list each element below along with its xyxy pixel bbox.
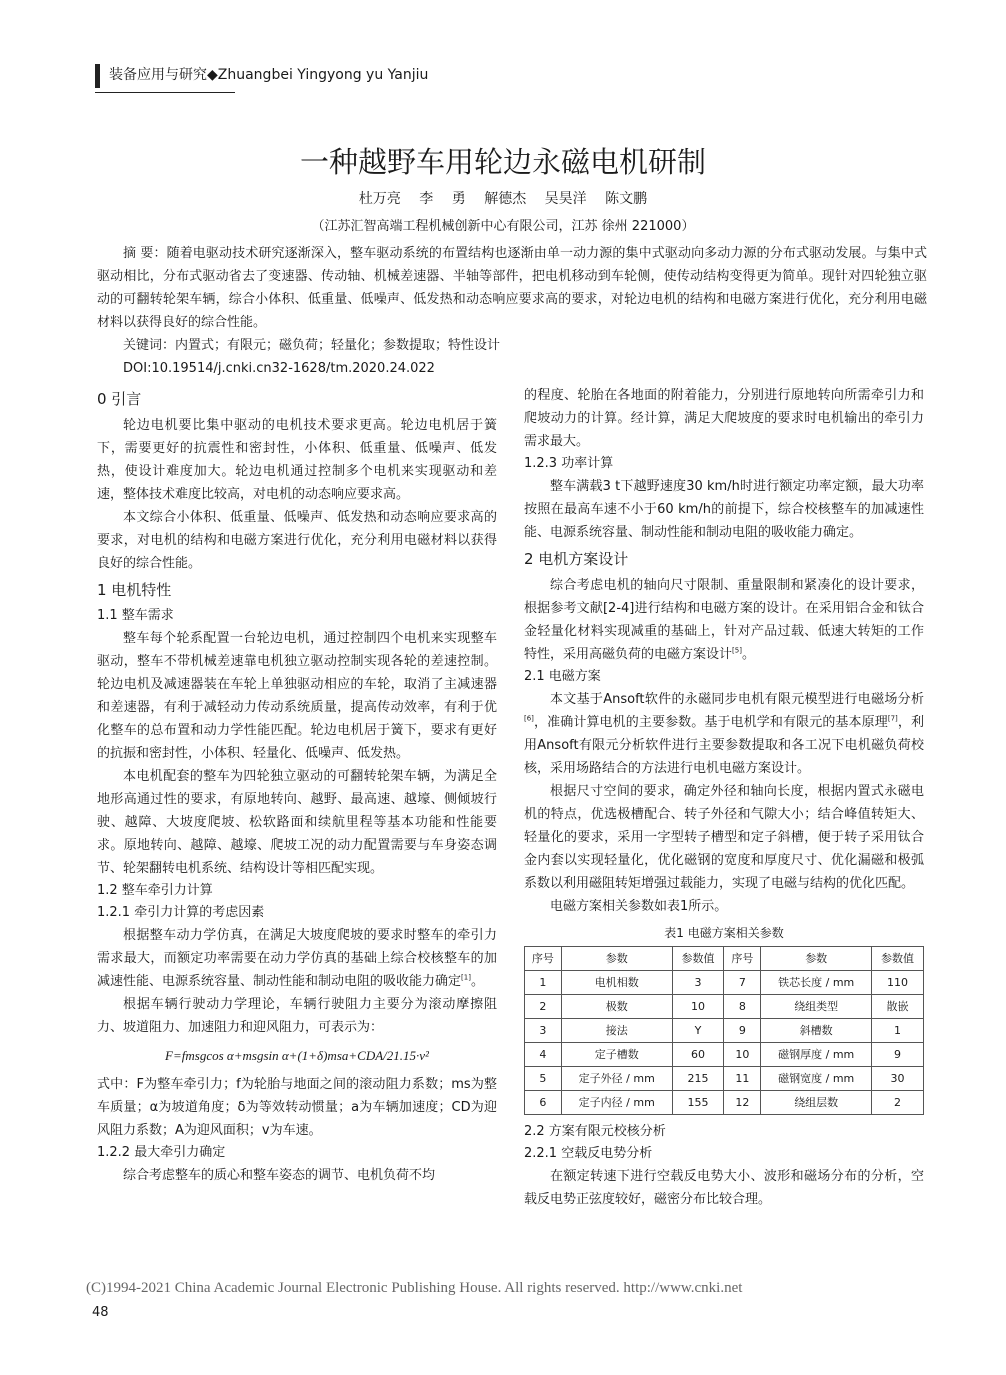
paragraph: 本文综合小体积、低重量、低噪声、低发热和动态响应要求高的要求，对电机的结构和电磁方案进行优化，充分利用电磁材料以获得良好的综合性能。	[97, 510, 497, 571]
table-cell: 4	[525, 1043, 562, 1067]
paper-title: 一种越野车用轮边永磁电机研制	[299, 145, 706, 179]
paragraph: 的程度、轮胎在各地面的附着能力，分别进行原地转向所需牵引力和爬坡动力的计算。经计算，满足大爬坡度的要求时电机输出的牵引力需求最大。	[524, 388, 924, 449]
paragraph-text: 根据整车动力学仿真，在满足大坡度爬坡的要求时整车的牵引力需求最大，而额定功率需要在动力学仿真的基础上综合校核整车的加减速性能、电源系统容量、制动性能和制动电阻的吸收能力确定	[97, 928, 497, 989]
citation: [7]	[887, 714, 898, 723]
subsection-heading: 1.1 整车需求	[97, 608, 174, 623]
table-cell: 定子内径 / mm	[561, 1091, 672, 1115]
subsection-heading: 2.2 方案有限元校核分析	[524, 1124, 666, 1139]
doi: DOI:10.19514/j.cnki.cn32-1628/tm.2020.24.022	[123, 361, 435, 376]
table-cell: 定子槽数	[561, 1043, 672, 1067]
right-column	[524, 384, 924, 1211]
paragraph-text: 综合考虑电机的轴向尺寸限制、重量限制和紧凑化的设计要求，根据参考文献[2-4]进行结构和电磁方案的设计。在采用铝合金和钛合金轻量化材料实现减重的基础上，针对产品过载、低速大转矩的工作特性，采用高磁负荷的电磁方案设计	[524, 578, 924, 662]
table-cell: 10	[724, 1043, 761, 1067]
table-cell: 1	[872, 1019, 924, 1043]
paragraph: 在额定转速下进行空载反电势大小、波形和磁场分布的分析，空载反电势正弦度较好，磁密分布比较合理。	[524, 1169, 924, 1207]
section-heading: 2 电机方案设计	[524, 550, 629, 568]
table-cell: 8	[724, 995, 761, 1019]
paragraph: 轮边电机要比集中驱动的电机技术要求更高。轮边电机居于簧下，需要更好的抗震性和密封性，小体积、低重量、低噪声、低发热，使设计难度加大。轮边电机通过控制多个电机来实现驱动和差速，整体技术难度比较高，对电机的动态响应要求高。	[97, 418, 497, 502]
table-cell: 绕组层数	[761, 1091, 872, 1115]
table-cell: 电机相数	[561, 971, 672, 995]
table-caption: 表1 电磁方案相关参数	[664, 926, 784, 940]
table-cell: 9	[872, 1043, 924, 1067]
table-row	[525, 1091, 924, 1115]
paragraph-text: 。	[470, 974, 484, 989]
subsubsection-heading: 1.2.3 功率计算	[524, 456, 614, 471]
subsubsection-heading: 1.2.2 最大牵引力确定	[97, 1145, 226, 1160]
table-cell: 10	[672, 995, 724, 1019]
table-row	[525, 1019, 924, 1043]
table-cell: 3	[525, 1019, 562, 1043]
table-cell: 60	[672, 1043, 724, 1067]
table-cell: 定子外径 / mm	[561, 1067, 672, 1091]
table-cell: 斜槽数	[761, 1019, 872, 1043]
table-header-cell: 参数	[761, 947, 872, 971]
table-cell: 110	[872, 971, 924, 995]
table-cell: 散嵌	[872, 995, 924, 1019]
paragraph: 综合考虑整车的质心和整车姿态的调节、电机负荷不均	[123, 1168, 436, 1183]
abstract	[97, 242, 927, 380]
table-header-cell: 参数	[561, 947, 672, 971]
table-cell: 12	[724, 1091, 761, 1115]
table-cell: 2	[872, 1091, 924, 1115]
header-rule	[95, 92, 235, 93]
authors: 杜万亮 李 勇 解德杰 吴昊洋 陈文鹏	[358, 191, 648, 207]
paragraph-text: ，利用Ansoft有限元分析软件进行主要参数提取和各工况下电机磁负荷校核，采用场路结合的方法进行电机电磁方案设计。	[524, 715, 924, 776]
subsubsection-heading: 1.2.1 牵引力计算的考虑因素	[97, 905, 265, 920]
table-cell: 6	[525, 1091, 562, 1115]
subsection-heading: 1.2 整车牵引力计算	[97, 883, 213, 898]
table-cell: Y	[672, 1019, 724, 1043]
table-cell: 11	[724, 1067, 761, 1091]
left-column	[97, 384, 497, 1187]
table-cell: 215	[672, 1067, 724, 1091]
table-cell: 3	[672, 971, 724, 995]
table-header-row	[525, 947, 924, 971]
paragraph	[524, 574, 924, 666]
paragraph-text: 本文基于Ansoft软件的永磁同步电机有限元模型进行电磁场分析	[550, 692, 924, 707]
table-cell: 接法	[561, 1019, 672, 1043]
keywords: 关键词：内置式；有限元；磁负荷；轻量化；参数提取；特性设计	[123, 338, 501, 353]
table-cell: 绕组类型	[761, 995, 872, 1019]
table-cell: 7	[724, 971, 761, 995]
parameter-table	[524, 946, 924, 1115]
table-header-cell: 序号	[724, 947, 761, 971]
subsubsection-heading: 2.2.1 空载反电势分析	[524, 1146, 653, 1161]
paragraph: 式中：F为整车牵引力；f为轮胎与地面之间的滚动阻力系数；ms为整车质量；α为坡道角度；δ为等效转动惯量；a为车辆加速度；CD为迎风阻力系数；A为迎风面积；v为车速。	[97, 1077, 497, 1138]
table-header-cell: 参数值	[672, 947, 724, 971]
table-header-cell: 序号	[525, 947, 562, 971]
table-cell: 9	[724, 1019, 761, 1043]
citation: [1]	[461, 973, 471, 982]
table-cell: 2	[525, 995, 562, 1019]
paragraph-text: ，准确计算电机的主要参数。基于电机学和有限元的基本原理	[533, 715, 888, 730]
paragraph: 整车每个轮系配置一台轮边电机，通过控制四个电机来实现整车驱动，整车不带机械差速靠电机独立驱动控制实现各轮的差速控制。轮边电机及减速器装在车轮上单独驱动相应的车轮，取消了主减速器和差速器，有利于减轻动力传动系统质量，提高传动效率，有利于优化整车的总布置和动力学性能匹配。轮边电机居于簧下，要求有更好的抗振和密封性，小体积、轻量化、低噪声、低发热。	[97, 631, 497, 761]
table-row	[525, 1067, 924, 1091]
abstract-text: 摘 要：随着电驱动技术研究逐渐深入，整车驱动系统的布置结构也逐渐由单一动力源的集中式驱动向多动力源的分布式驱动发展。与集中式驱动相比，分布式驱动省去了变速器、传动轴、机械差速器、半轴等部件，把电机移动到车轮侧，使传动结构变得更为简单。现针对四轮独立驱动的可翻转轮架车辆，综合小体积、低重量、低噪声、低发热和动态响应要求高的要求，对轮边电机的结构和电磁方案进行优化，充分利用电磁材料以获得良好的综合性能。	[97, 246, 927, 330]
paragraph: 根据尺寸空间的要求，确定外径和轴向长度，根据内置式永磁电机的特点，优选极槽配合、转子外径和气隙大小；结合峰值转矩大、轻量化的要求，采用一字型转子槽型和定子斜槽，便于转子采用钛合金内套以实现轻量化，优化磁钢的宽度和厚度尺寸、优化漏磁和极弧系数以利用磁阻转矩增强过载能力，实现了电磁与结构的优化匹配。	[524, 784, 924, 891]
table-header-cell: 参数值	[872, 947, 924, 971]
section-heading: 0 引言	[97, 390, 142, 408]
paragraph: 电磁方案相关参数如表1所示。	[550, 899, 728, 914]
paragraph-text: 。	[741, 647, 755, 662]
table-cell: 磁钢厚度 / mm	[761, 1043, 872, 1067]
header-bar	[95, 64, 100, 88]
table-cell: 1	[525, 971, 562, 995]
table-row	[525, 1043, 924, 1067]
equation: F=fmsgcos α+msgsin α+(1+δ)msa+CDA/21.15·v²	[165, 1048, 429, 1063]
paragraph	[97, 924, 497, 993]
paragraph: 本电机配套的整车为四轮独立驱动的可翻转轮架车辆，为满足全地形高通过性的要求，有原地转向、越野、最高速、越壕、侧倾坡行驶、越障、大坡度爬坡、松软路面和续航里程等基本功能和性能要求。原地转向、越障、越壕、爬坡工况的动力配置需要与车身姿态调节、轮架翻转电机系统、结构设计等相匹配实现。	[97, 769, 497, 876]
table-row	[525, 995, 924, 1019]
table-row	[525, 971, 924, 995]
running-title: 装备应用与研究◆Zhuangbei Yingyong yu Yanjiu	[109, 67, 429, 83]
table-cell: 5	[525, 1067, 562, 1091]
citation: [5]	[732, 646, 742, 655]
copyright-footer: (C)1994-2021 China Academic Journal Electronic Publishing House. All rights reserved. http://www.cnki.net	[86, 1280, 743, 1296]
affiliation: （江苏汇智高端工程机械创新中心有限公司，江苏 徐州 221000）	[311, 219, 695, 234]
subsection-heading: 2.1 电磁方案	[524, 669, 601, 684]
section-heading: 1 电机特性	[97, 581, 172, 599]
paragraph	[524, 688, 924, 780]
paragraph: 根据车辆行驶动力学理论，车辆行驶阻力主要分为滚动摩擦阻力、坡道阻力、加速阻力和迎风阻力，可表示为：	[97, 997, 497, 1035]
paragraph: 整车满载3 t下越野速度30 km/h时进行额定功率定额，最大功率按照在最高车速不小于60 km/h的前提下，综合校核整车的加减速性能、电源系统容量、制动性能和制动电阻的吸收能力确定。	[524, 479, 924, 540]
table-cell: 磁钢宽度 / mm	[761, 1067, 872, 1091]
citation: [6]	[524, 714, 534, 723]
table-cell: 155	[672, 1091, 724, 1115]
table-cell: 极数	[561, 995, 672, 1019]
page-number: 48	[92, 1305, 109, 1320]
table-cell: 铁芯长度 / mm	[761, 971, 872, 995]
table-cell: 30	[872, 1067, 924, 1091]
